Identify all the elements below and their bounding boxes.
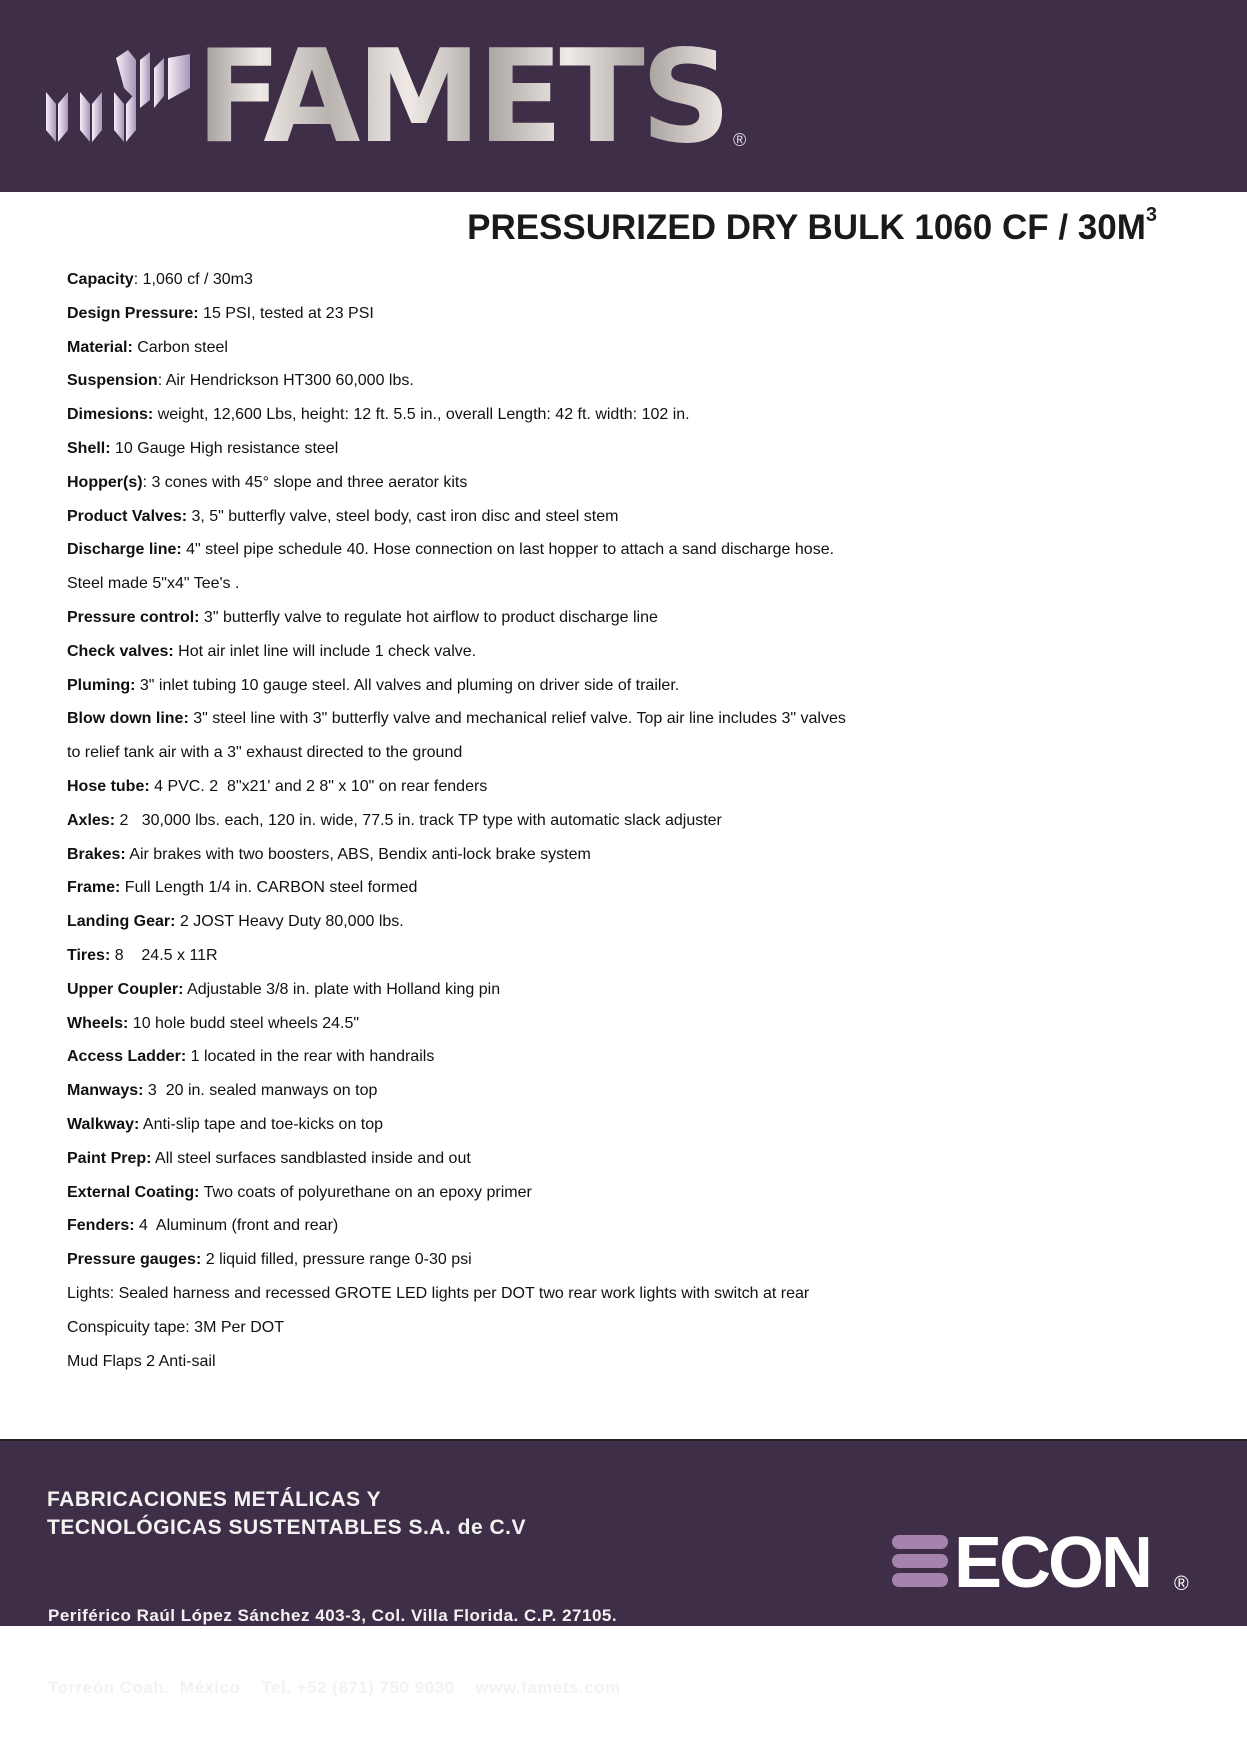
registered-mark: ® bbox=[1174, 1573, 1189, 1595]
spec-label: Pluming: bbox=[67, 676, 136, 694]
spec-value: 3" butterfly valve to regulate hot airflow to product discharge line bbox=[199, 608, 658, 626]
spec-item bbox=[67, 845, 846, 879]
spec-value: : Air Hendrickson HT300 60,000 lbs. bbox=[157, 372, 414, 390]
spec-item bbox=[67, 338, 846, 372]
registered-mark: ® bbox=[733, 130, 747, 150]
spec-label: Landing Gear: bbox=[67, 913, 176, 931]
spec-item bbox=[67, 912, 846, 946]
spec-label: Capacity bbox=[67, 271, 134, 288]
spec-label: Shell: bbox=[67, 439, 111, 457]
famets-logo-wordmark: FAMETS bbox=[196, 23, 728, 172]
spec-item bbox=[67, 642, 846, 676]
spec-value: 8 24.5 x 11R bbox=[110, 946, 218, 964]
spec-label: Access Ladder: bbox=[67, 1048, 187, 1066]
spec-value: 4" steel pipe schedule 40. Hose connection on last hopper to attach a sand discharge hose. bbox=[181, 541, 835, 559]
spec-value: 1 located in the rear with handrails bbox=[186, 1048, 435, 1066]
spec-value: Steel made 5"x4" Tee's . bbox=[67, 575, 240, 593]
spec-label: Product Valves: bbox=[67, 507, 188, 525]
spec-item bbox=[67, 507, 846, 541]
spec-item bbox=[67, 743, 846, 777]
spec-item bbox=[67, 574, 846, 608]
spec-label: Fenders: bbox=[67, 1217, 135, 1235]
spec-label: Material: bbox=[67, 338, 133, 356]
spec-item bbox=[67, 1047, 846, 1081]
spec-item bbox=[67, 811, 846, 845]
spec-item bbox=[67, 371, 846, 405]
spec-value: Full Length 1/4 in. CARBON steel formed bbox=[120, 879, 418, 897]
spec-label: Axles: bbox=[67, 811, 116, 829]
spec-value: All steel surfaces sandblasted inside and out bbox=[151, 1149, 471, 1167]
contact-line: Torreón Coah. México Tel. +52 (871) 750 9030 www.famets.com bbox=[48, 1678, 621, 1697]
spec-list bbox=[67, 270, 846, 1385]
spec-value: 15 PSI, tested at 23 PSI bbox=[198, 304, 374, 322]
spec-value: Two coats of polyurethane on an epoxy primer bbox=[199, 1183, 532, 1201]
company-name-line: FABRICACIONES METÁLICAS Y bbox=[47, 1488, 382, 1511]
spec-item bbox=[67, 946, 846, 980]
company-name-line: TECNOLÓGICAS SUSTENTABLES S.A. de C.V bbox=[47, 1516, 526, 1539]
spec-value: weight, 12,600 Lbs, height: 12 ft. 5.5 in., overall Length: 42 ft. width: 102 in. bbox=[153, 406, 690, 424]
spec-value: 10 hole budd steel wheels 24.5" bbox=[128, 1014, 360, 1032]
spec-item bbox=[67, 439, 846, 473]
spec-item bbox=[67, 1318, 846, 1352]
spec-value: Anti-slip tape and toe-kicks on top bbox=[139, 1115, 384, 1133]
spec-value: Air brakes with two boosters, ABS, Bendix anti-lock brake system bbox=[125, 845, 591, 863]
spec-value: 2 30,000 lbs. each, 120 in. wide, 77.5 in. track TP type with automatic slack adjuster bbox=[115, 811, 722, 829]
spec-label: Manways: bbox=[67, 1082, 144, 1100]
spec-item bbox=[67, 1216, 846, 1250]
company-address bbox=[48, 1556, 621, 1748]
spec-value: 10 Gauge High resistance steel bbox=[110, 439, 339, 457]
spec-label: Pressure control: bbox=[67, 608, 200, 626]
spec-value: Mud Flaps 2 Anti-sail bbox=[67, 1352, 216, 1370]
spec-label: Blow down line: bbox=[67, 710, 189, 728]
spec-value: Conspicuity tape: 3M Per DOT bbox=[67, 1318, 284, 1336]
address-line: Periférico Raúl López Sánchez 403-3, Col. Villa Florida. C.P. 27105. bbox=[48, 1606, 618, 1625]
spec-item bbox=[67, 777, 846, 811]
spec-item bbox=[67, 473, 846, 507]
spec-item bbox=[67, 1081, 846, 1115]
spec-item bbox=[67, 1352, 846, 1386]
spec-item bbox=[67, 1284, 846, 1318]
spec-label: Dimesions: bbox=[67, 406, 154, 424]
spec-value: 4 Aluminum (front and rear) bbox=[134, 1217, 339, 1235]
spec-item bbox=[67, 709, 846, 743]
spec-value: 4 PVC. 2 8"x21' and 2 8" x 10" on rear fenders bbox=[149, 777, 488, 795]
spec-label: Hopper(s) bbox=[67, 473, 143, 491]
spec-label: Suspension bbox=[67, 372, 158, 390]
spec-value: 2 JOST Heavy Duty 80,000 lbs. bbox=[175, 913, 404, 931]
spec-item bbox=[67, 676, 846, 710]
spec-value: : 3 cones with 45° slope and three aerator kits bbox=[142, 473, 468, 491]
spec-label: Paint Prep: bbox=[67, 1149, 152, 1167]
famets-logo-mark-icon bbox=[44, 48, 194, 144]
spec-item bbox=[67, 1250, 846, 1284]
spec-label: Hose tube: bbox=[67, 777, 150, 795]
spec-label: Walkway: bbox=[67, 1115, 140, 1133]
spec-value: Adjustable 3/8 in. plate with Holland king pin bbox=[183, 980, 501, 998]
spec-item bbox=[67, 1014, 846, 1048]
spec-value: 2 liquid filled, pressure range 0-30 psi bbox=[201, 1251, 472, 1269]
spec-value: 3 20 in. sealed manways on top bbox=[143, 1082, 378, 1100]
spec-item bbox=[67, 608, 846, 642]
spec-value: to relief tank air with a 3" exhaust directed to the ground bbox=[67, 744, 463, 762]
spec-label: External Coating: bbox=[67, 1183, 200, 1201]
header-banner bbox=[0, 0, 1247, 192]
spec-item bbox=[67, 540, 846, 574]
spec-item bbox=[67, 405, 846, 439]
spec-item bbox=[67, 1183, 846, 1217]
spec-label: Design Pressure: bbox=[67, 304, 199, 322]
spec-label: Wheels: bbox=[67, 1014, 129, 1032]
spec-item bbox=[67, 1115, 846, 1149]
spec-label: Pressure gauges: bbox=[67, 1251, 202, 1269]
spec-item bbox=[67, 304, 846, 338]
footer bbox=[0, 1439, 1247, 1697]
spec-value: 3" steel line with 3" butterfly valve and mechanical relief valve. Top air line includes 3" valves bbox=[188, 710, 846, 728]
spec-value: Carbon steel bbox=[132, 338, 228, 356]
spec-item bbox=[67, 1149, 846, 1183]
spec-label: Upper Coupler: bbox=[67, 980, 184, 998]
spec-label: Tires: bbox=[67, 946, 111, 964]
spec-value: 3" inlet tubing 10 gauge steel. All valves and pluming on driver side of trailer. bbox=[135, 676, 680, 694]
spec-value: : 1,060 cf / 30m3 bbox=[133, 271, 253, 288]
spec-value: Hot air inlet line will include 1 check valve. bbox=[173, 642, 477, 660]
econ-wordmark: ECON bbox=[954, 1523, 1151, 1603]
spec-label: Discharge line: bbox=[67, 541, 182, 559]
spec-value: 3, 5" butterfly valve, steel body, cast iron disc and steel stem bbox=[187, 507, 619, 525]
spec-label: Brakes: bbox=[67, 845, 126, 863]
spec-value: Lights: Sealed harness and recessed GROTE LED lights per DOT two rear work lights with switch at rear bbox=[67, 1284, 810, 1302]
spec-label: Check valves: bbox=[67, 642, 174, 660]
company-name bbox=[47, 1486, 526, 1542]
spec-label: Frame: bbox=[67, 879, 121, 897]
spec-item bbox=[67, 878, 846, 912]
spec-item bbox=[67, 980, 846, 1014]
spec-item bbox=[67, 270, 846, 304]
page-title: PRESSURIZED DRY BULK 1060 CF / $30M^3$ bbox=[467, 204, 1157, 247]
